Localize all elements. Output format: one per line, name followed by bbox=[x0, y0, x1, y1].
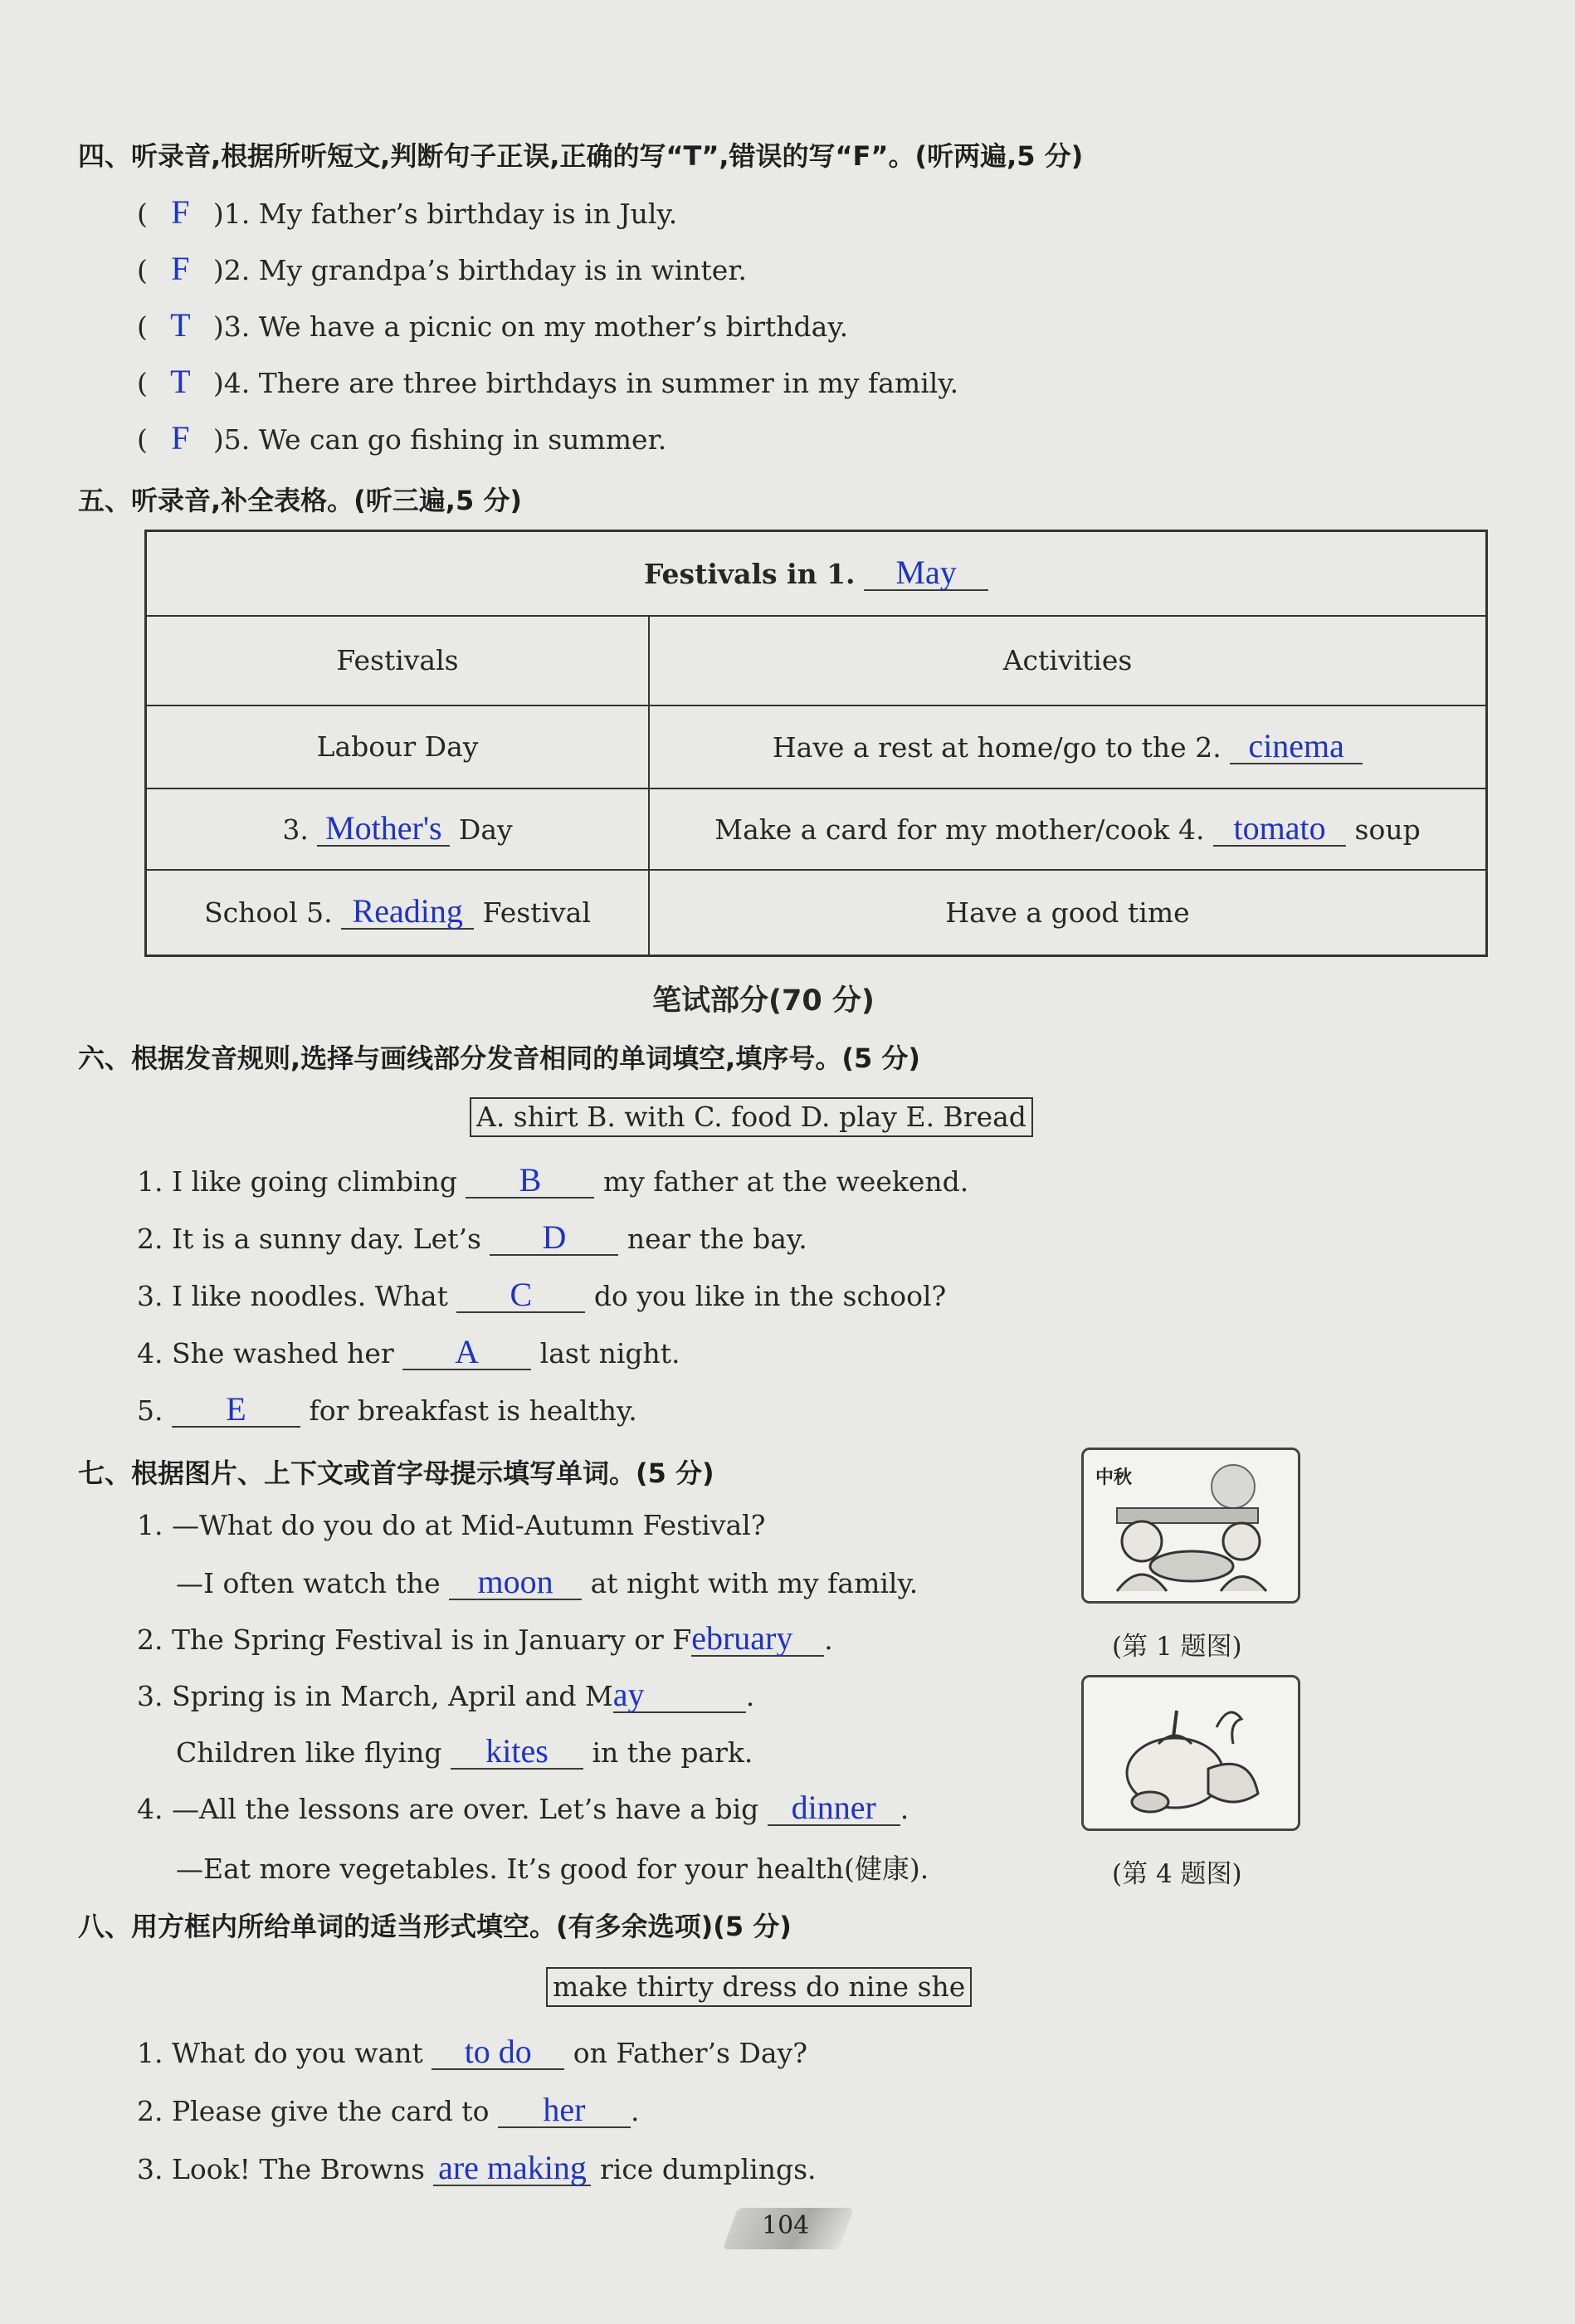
s4-item-2: ( F )2. My grandpa’s birthday is in winter. bbox=[137, 250, 747, 287]
vegetables-illustration bbox=[1084, 1677, 1298, 1828]
festival-cell: 3. Mother's Day bbox=[146, 788, 650, 870]
section7-title: 七、根据图片、上下文或首字母提示填写单词。(5 分) bbox=[78, 1457, 714, 1489]
s8-answer-1: to do bbox=[432, 2035, 564, 2070]
mid-autumn-picture bbox=[1081, 1448, 1300, 1604]
s6-answer-5: E bbox=[172, 1393, 300, 1428]
s4-text-1: )1. My father’s birthday is in July. bbox=[212, 198, 678, 230]
table-row bbox=[146, 788, 1487, 870]
festival-answer-3: Mother's bbox=[317, 812, 450, 847]
s8-answer-2: her bbox=[498, 2093, 631, 2128]
s8-item-2: 2. Please give the card to her . bbox=[137, 2091, 640, 2128]
s7-q3b: Children like flying kites in the park. bbox=[176, 1732, 753, 1770]
s4-answer-2: F bbox=[171, 250, 190, 287]
s6-answer-1: B bbox=[466, 1164, 594, 1199]
caption-pic1: (第 1 题图) bbox=[1112, 1632, 1242, 1662]
s7-q4b: —Eat more vegetables. It’s good for your health(健康). bbox=[176, 1853, 929, 1885]
s8-answer-3: are making bbox=[433, 2151, 591, 2186]
s4-text-3: )3. We have a picnic on my mother’s birthday. bbox=[212, 310, 849, 343]
mid-autumn-illustration bbox=[1084, 1450, 1298, 1601]
festival-cell: Labour Day bbox=[146, 706, 650, 788]
s4-text-5: )5. We can go fishing in summer. bbox=[212, 423, 667, 456]
s4-item-5: ( F )5. We can go fishing in summer. bbox=[137, 419, 667, 456]
activity-answer-2: cinema bbox=[1230, 730, 1363, 764]
s7-answer-dinner: dinner bbox=[768, 1791, 900, 1826]
s4-item-4: ( T )4. There are three birthdays in summer in my family. bbox=[137, 363, 959, 400]
festival-cell: School 5. Reading Festival bbox=[146, 870, 650, 956]
s6-item-2: 2. It is a sunny day. Let’s D near the bay. bbox=[137, 1218, 807, 1256]
section6-title: 六、根据发音规则,选择与画线部分发音相同的单词填空,填序号。(5 分) bbox=[78, 1042, 920, 1074]
s4-text-2: )2. My grandpa’s birthday is in winter. bbox=[212, 254, 747, 286]
vegetables-picture bbox=[1081, 1675, 1300, 1831]
written-part-heading: 笔试部分(70 分) bbox=[652, 984, 875, 1018]
section8-options-box: make thirty dress do nine she bbox=[546, 1967, 972, 2007]
s7-answer-moon: moon bbox=[449, 1565, 582, 1600]
s6-item-4: 4. She washed her A last night. bbox=[137, 1333, 680, 1370]
header-festivals: Festivals bbox=[146, 616, 650, 706]
s8-item-3: 3. Look! The Browns are making rice dumplings. bbox=[137, 2149, 817, 2186]
section4-title: 四、听录音,根据所听短文,判断句子正误,正确的写“T”,错误的写“F”。(听两遍,5 分) bbox=[78, 140, 1084, 172]
section6-options-box: A. shirt B. with C. food D. play E. Bread bbox=[470, 1097, 1033, 1137]
header-activities: Activities bbox=[649, 616, 1487, 706]
section5-title: 五、听录音,补全表格。(听三遍,5 分) bbox=[78, 485, 522, 516]
festival-answer-5: Reading bbox=[341, 895, 474, 930]
s7-q1b: —I often watch the moon at night with my family. bbox=[176, 1563, 919, 1600]
table-title-cell bbox=[146, 531, 1487, 616]
s4-item-3: ( T )3. We have a picnic on my mother’s birthday. bbox=[137, 306, 849, 344]
section8-title: 八、用方框内所给单词的适当形式填空。(有多余选项)(5 分) bbox=[78, 1911, 792, 1942]
pic1-label: 中秋 bbox=[1095, 1467, 1133, 1488]
table-row bbox=[146, 870, 1487, 956]
s8-item-1: 1. What do you want to do on Father’s Day? bbox=[137, 2033, 807, 2070]
table-row bbox=[146, 706, 1487, 788]
s7-answer-kites: kites bbox=[451, 1735, 583, 1770]
s7-answer-may: ay bbox=[613, 1678, 746, 1713]
s7-q1a: 1. —What do you do at Mid-Autumn Festival? bbox=[137, 1509, 766, 1541]
s6-answer-3: C bbox=[456, 1278, 585, 1313]
activity-cell: Have a good time bbox=[649, 870, 1487, 956]
table-title: Festivals in 1. bbox=[643, 557, 856, 590]
activity-cell: Have a rest at home/go to the 2. cinema bbox=[649, 706, 1487, 788]
s7-q3a: 3. Spring is in March, April and May . bbox=[137, 1676, 755, 1713]
s4-answer-4: T bbox=[170, 363, 191, 400]
s7-q4a: 4. —All the lessons are over. Let’s have a big dinner . bbox=[137, 1789, 909, 1826]
s6-item-1: 1. I like going climbing B my father at the weekend. bbox=[137, 1161, 969, 1199]
s6-answer-2: D bbox=[490, 1221, 618, 1256]
caption-pic4: (第 4 题图) bbox=[1112, 1859, 1242, 1889]
s6-answer-4: A bbox=[402, 1335, 531, 1370]
s7-q2: 2. The Spring Festival is in January or February . bbox=[137, 1619, 833, 1657]
s4-answer-5: F bbox=[171, 419, 190, 456]
s6-item-5: 5. E for breakfast is healthy. bbox=[137, 1390, 637, 1428]
page-number: 104 bbox=[762, 2211, 810, 2240]
activity-answer-4: tomato bbox=[1213, 812, 1346, 847]
table-title-answer: May bbox=[864, 556, 988, 591]
s4-item-1: ( F )1. My father’s birthday is in July. bbox=[137, 193, 678, 231]
activity-cell: Make a card for my mother/cook 4. tomato soup bbox=[649, 788, 1487, 870]
s6-item-3: 3. I like noodles. What C do you like in the school? bbox=[137, 1276, 947, 1313]
s4-answer-3: T bbox=[170, 306, 191, 344]
festivals-table bbox=[144, 530, 1488, 957]
s4-answer-1: F bbox=[171, 193, 190, 231]
s4-text-4: )4. There are three birthdays in summer in my family. bbox=[212, 367, 959, 399]
s7-answer-february: ebruary bbox=[691, 1622, 824, 1657]
